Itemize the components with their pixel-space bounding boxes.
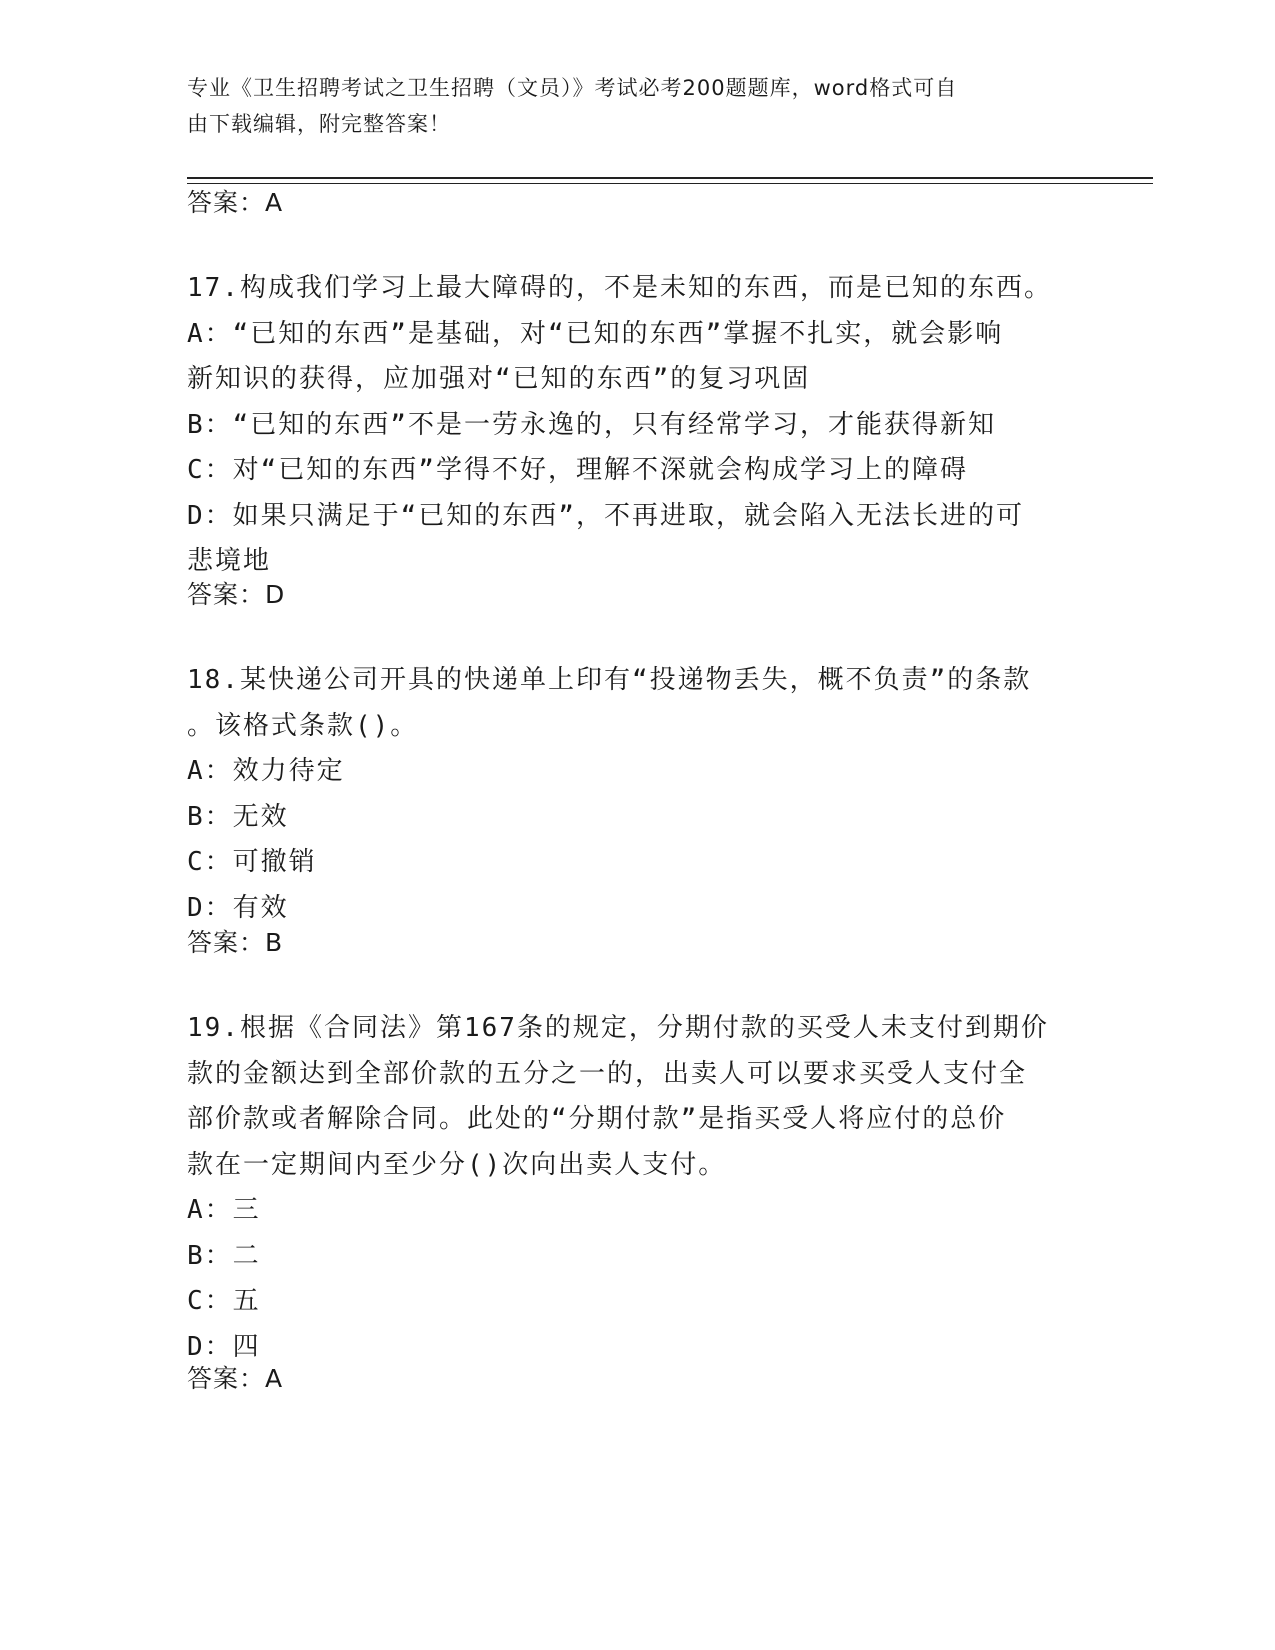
question-18-option-c: C：可撤销 bbox=[187, 847, 317, 877]
question-17 bbox=[187, 266, 1087, 585]
header-line-2: 由下载编辑，附完整答案！ bbox=[187, 112, 451, 136]
question-17-option-c: C：对“已知的东西”学得不好，理解不深就会构成学习上的障碍 bbox=[187, 455, 968, 485]
question-19-stem-cont-2: 部价款或者解除合同。此处的“分期付款”是指买受人将应付的总价 bbox=[187, 1104, 1007, 1134]
question-19-stem-cont-1: 款的金额达到全部价款的五分之一的，出卖人可以要求买受人支付全 bbox=[187, 1058, 1028, 1089]
question-18-stem-cont: 。该格式条款()。 bbox=[187, 710, 419, 741]
answer-16: 答案：A bbox=[187, 188, 284, 217]
question-19-option-d: D：四 bbox=[187, 1331, 261, 1362]
document-header bbox=[187, 70, 1067, 142]
question-17-option-b: B：“已知的东西”不是一劳永逸的，只有经常学习，才能获得新知 bbox=[187, 409, 996, 440]
question-17-option-a: A：“已知的东西”是基础，对“已知的东西”掌握不扎实，就会影响 bbox=[187, 318, 1004, 349]
question-19-option-b: B：二 bbox=[187, 1240, 261, 1271]
question-18 bbox=[187, 658, 1087, 931]
question-18-stem: 18.某快递公司开具的快递单上印有“投递物丢失，概不负责”的条款 bbox=[187, 665, 1032, 695]
question-18-option-a: A：效力待定 bbox=[187, 756, 345, 786]
question-17-stem: 17.构成我们学习上最大障碍的，不是未知的东西，而是已知的东西。 bbox=[187, 273, 1052, 303]
question-19-stem: 19.根据《合同法》第167条的规定，分期付款的买受人未支付到期价 bbox=[187, 1013, 1049, 1043]
question-17-option-a-cont: 新知识的获得，应加强对“已知的东西”的复习巩固 bbox=[187, 364, 811, 394]
header-divider-thin bbox=[187, 183, 1153, 184]
question-18-option-d: D：有效 bbox=[187, 892, 289, 923]
header-divider-thick bbox=[187, 177, 1153, 179]
question-19-option-c: C：五 bbox=[187, 1286, 261, 1316]
header-line-1: 专业《卫生招聘考试之卫生招聘（文员）》考试必考200题题库，word格式可自 bbox=[187, 76, 958, 100]
question-17-option-d: D：如果只满足于“已知的东西”，不再进取，就会陷入无法长进的可 bbox=[187, 500, 1024, 531]
answer-18: 答案：B bbox=[187, 928, 284, 957]
question-17-option-d-cont: 悲境地 bbox=[187, 546, 272, 576]
question-19-stem-cont-3: 款在一定期间内至少分()次向出卖人支付。 bbox=[187, 1149, 727, 1180]
question-18-option-b: B：无效 bbox=[187, 801, 289, 832]
question-19-option-a: A：三 bbox=[187, 1195, 261, 1225]
answer-19: 答案：A bbox=[187, 1364, 284, 1393]
question-19 bbox=[187, 1006, 1087, 1370]
answer-17: 答案：D bbox=[187, 580, 286, 609]
